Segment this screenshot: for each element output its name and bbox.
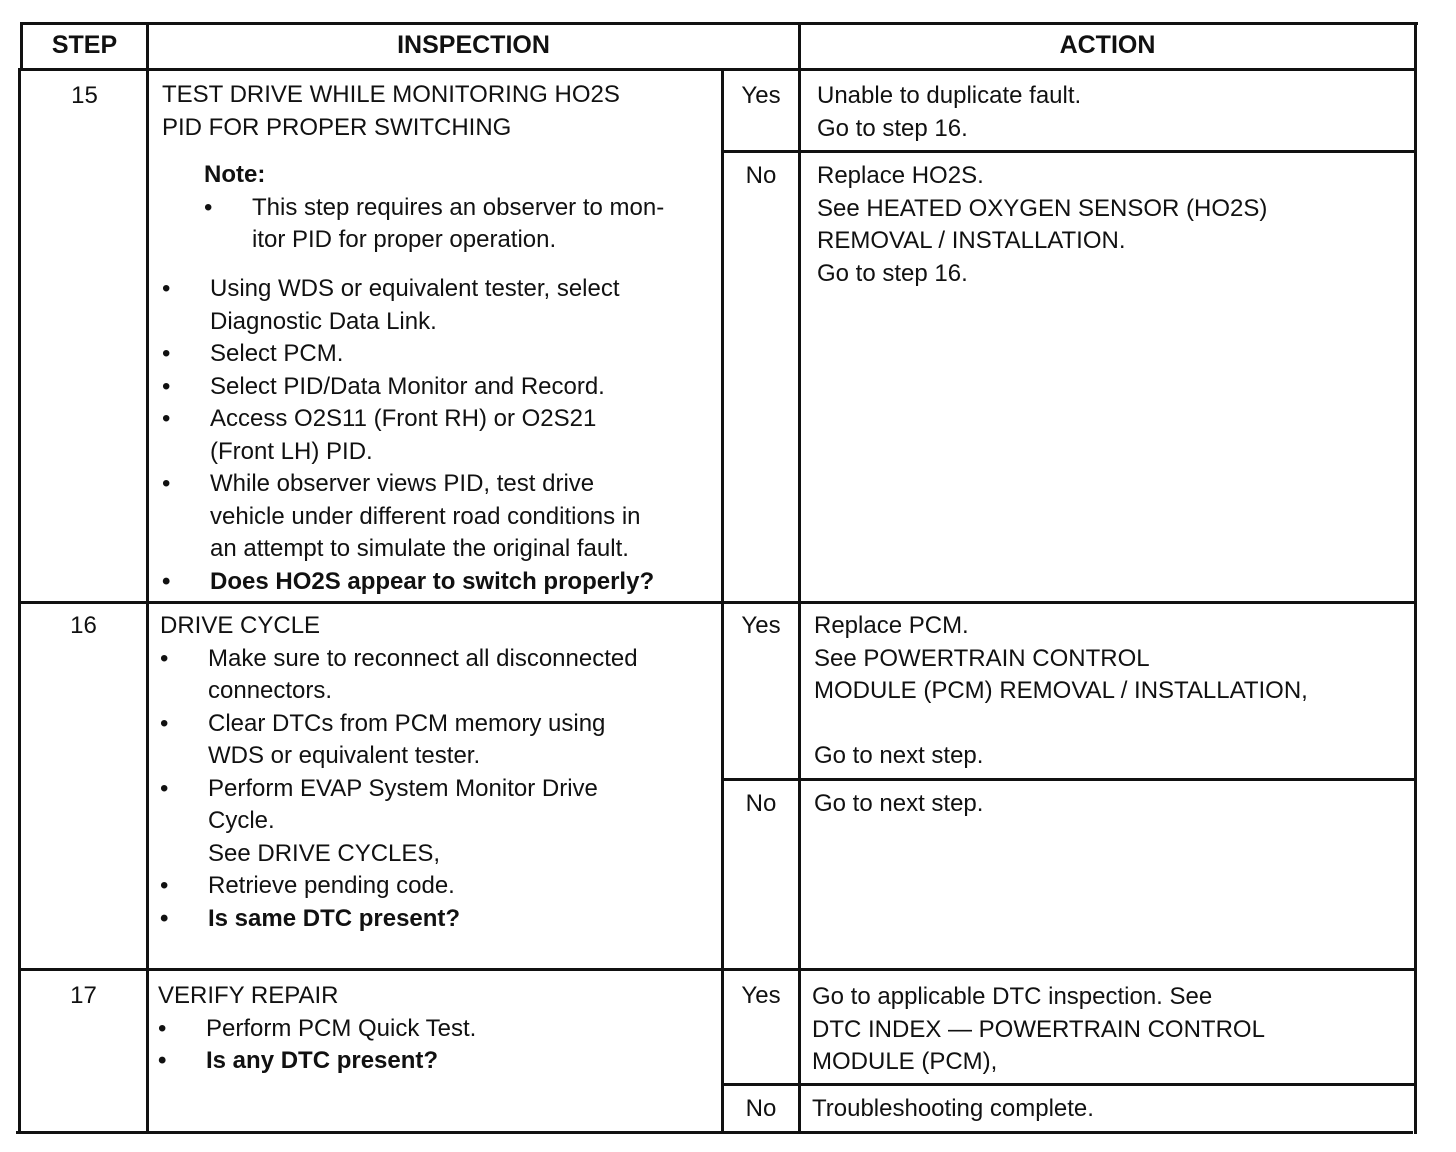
no-action: Go to next step. xyxy=(814,790,984,817)
title-line: TEST DRIVE WHILE MONITORING HO2S xyxy=(162,81,620,108)
yes-no-divider-17 xyxy=(721,1083,1417,1086)
yes-label: Yes xyxy=(741,612,781,639)
note-item: • This step requires an observer to mon- itor PID for proper operation. xyxy=(204,192,717,257)
yes-no-divider-15 xyxy=(721,150,1417,153)
header-inspection: INSPECTION xyxy=(397,31,550,59)
list-item: • Perform EVAP System Monitor Drive Cycle. See DRIVE CYCLES, xyxy=(160,773,718,871)
no-label: No xyxy=(745,1095,777,1122)
table-border-bottom xyxy=(16,1131,1413,1134)
yes-action: Unable to duplicate fault. Go to step 16. xyxy=(817,82,1082,142)
list-item: • Retrieve pending code. xyxy=(160,870,718,903)
no-action: Replace HO2S. See HEATED OXYGEN SENSOR (HO2S) REMOVAL / INSTALLATION. Go to step 16. xyxy=(817,162,1268,287)
inspection-title xyxy=(162,79,717,144)
list-item: • Clear DTCs from PCM memory using WDS or equivalent tester. xyxy=(160,708,718,773)
title-line: PID FOR PROPER SWITCHING xyxy=(162,113,512,141)
inspection-steps xyxy=(160,610,718,935)
bullet-list xyxy=(158,1013,718,1078)
bullet-list xyxy=(162,273,720,598)
question-item: • Is any DTC present? xyxy=(158,1045,718,1078)
table-border-top xyxy=(22,22,1418,25)
yes-action: Go to applicable DTC inspection. See DTC INDEX — POWERTRAIN CONTROL MODULE (PCM), xyxy=(812,983,1265,1075)
yes-label: Yes xyxy=(741,82,781,109)
question-item: • Does HO2S appear to switch properly? xyxy=(162,566,720,599)
row-divider-16-17 xyxy=(18,968,1415,971)
header-divider xyxy=(20,68,1417,71)
note-title: Note: xyxy=(204,161,266,188)
no-label: No xyxy=(745,790,777,817)
note-block xyxy=(204,159,717,257)
inspection-title: VERIFY REPAIR xyxy=(158,982,339,1009)
yes-label: Yes xyxy=(741,982,781,1009)
inspection-title: DRIVE CYCLE xyxy=(160,612,321,639)
question-item: • Is same DTC present? xyxy=(160,903,718,936)
row-divider-15-16 xyxy=(20,601,1417,604)
no-label: No xyxy=(745,162,777,189)
header-step: STEP xyxy=(51,31,118,59)
list-item: • While observer views PID, test drive vehicle under different road conditions in an attempt to simulate the original fault. xyxy=(162,468,720,566)
list-item: • Using WDS or equivalent tester, select Diagnostic Data Link. xyxy=(162,273,720,338)
list-item: • Access O2S11 (Front RH) or O2S21 (Front LH) PID. xyxy=(162,403,720,468)
header-action: ACTION xyxy=(1059,31,1156,59)
step-number: 17 xyxy=(70,982,97,1009)
yes-action: Replace PCM. See POWERTRAIN CONTROL MODULE (PCM) REMOVAL / INSTALLATION, Go to next step. xyxy=(814,612,1308,769)
list-item: • Make sure to reconnect all disconnected connectors. xyxy=(160,643,718,708)
inspection-steps xyxy=(162,273,720,598)
bullet-list xyxy=(160,643,718,936)
step-number: 16 xyxy=(70,612,97,639)
step-number: 15 xyxy=(71,82,98,109)
no-action: Troubleshooting complete. xyxy=(812,1095,1094,1122)
note-list xyxy=(204,192,717,257)
list-item: • Select PID/Data Monitor and Record. xyxy=(162,371,720,404)
inspection-steps xyxy=(158,980,718,1078)
list-item: • Perform PCM Quick Test. xyxy=(158,1013,718,1046)
list-item: • Select PCM. xyxy=(162,338,720,371)
yes-no-divider-16 xyxy=(721,778,1417,781)
